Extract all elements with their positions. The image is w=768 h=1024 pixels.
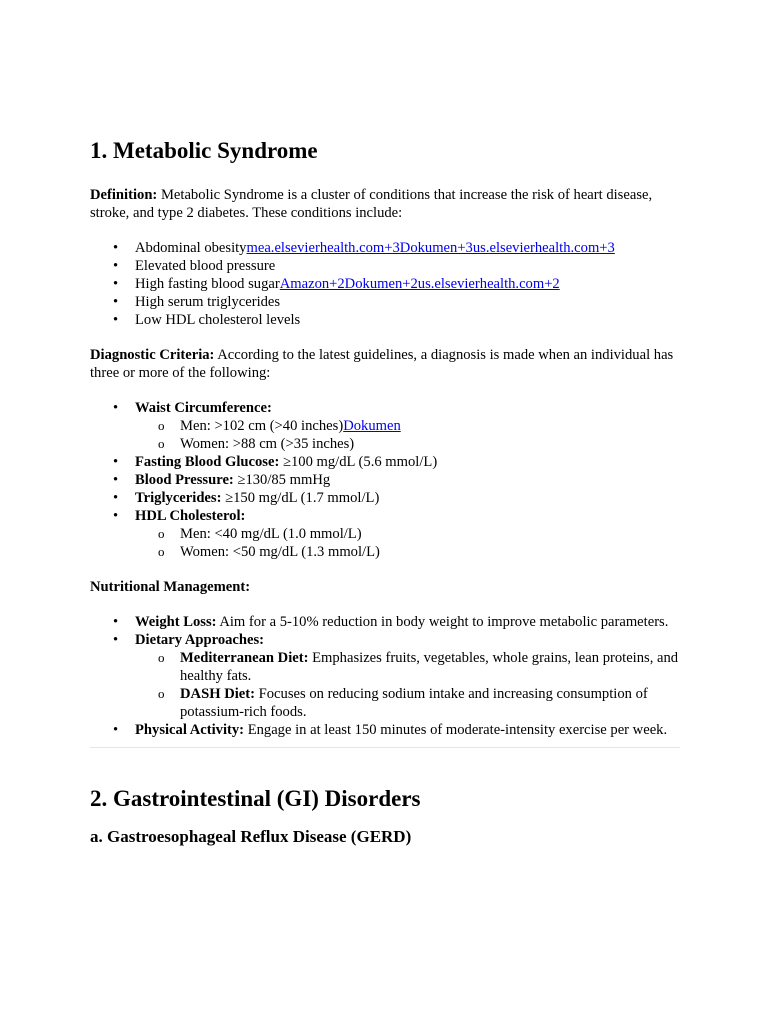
diet-label: DASH Diet: bbox=[180, 686, 255, 702]
source-link[interactable]: Amazon+2Dokumen+2us.elsevierhealth.com+2 bbox=[279, 276, 560, 292]
diagnostic-label: Diagnostic Criteria: bbox=[90, 347, 215, 363]
section-2-title: 2. Gastrointestinal (GI) Disorders bbox=[90, 786, 421, 811]
nutrition-heading bbox=[90, 578, 680, 596]
criteria-label: Triglycerides: bbox=[135, 490, 222, 506]
nutrition-label: Nutritional Management: bbox=[90, 579, 251, 595]
list-item bbox=[135, 721, 680, 739]
list-item bbox=[135, 613, 680, 631]
list-item bbox=[135, 453, 680, 471]
list-item bbox=[135, 399, 680, 453]
criteria-label: HDL Cholesterol: bbox=[135, 508, 246, 524]
sub-list bbox=[135, 417, 680, 453]
definition-label: Definition: bbox=[90, 187, 158, 203]
diet-label: Mediterranean Diet: bbox=[180, 650, 309, 666]
list-item bbox=[180, 417, 680, 435]
section-2-subtitle: a. Gastroesophageal Reflux Disease (GERD) bbox=[90, 827, 412, 846]
criteria-text: Men: <40 mg/dL (1.0 mmol/L) bbox=[180, 526, 362, 542]
list-item bbox=[180, 685, 680, 721]
list-item bbox=[180, 435, 680, 453]
list-item bbox=[135, 631, 680, 721]
criteria-text: ≥100 mg/dL (5.6 mmol/L) bbox=[279, 454, 438, 470]
sub-list bbox=[135, 649, 680, 721]
list-item bbox=[135, 471, 680, 489]
diet-text: Focuses on reducing sodium intake and increasing consumption of potassium-rich foods. bbox=[180, 686, 648, 720]
condition-text: High serum triglycerides bbox=[135, 294, 281, 310]
condition-text: Elevated blood pressure bbox=[135, 258, 276, 274]
list-item bbox=[135, 257, 680, 275]
diet-text: Emphasizes fruits, vegetables, whole grains, lean proteins, and healthy fats. bbox=[180, 650, 679, 684]
nutrition-item-text: Aim for a 5-10% reduction in body weight to improve metabolic parameters. bbox=[216, 614, 669, 630]
list-item bbox=[135, 275, 680, 293]
criteria-label: Blood Pressure: bbox=[135, 472, 234, 488]
diagnostic-text: According to the latest guidelines, a diagnosis is made when an individual has three or more of the following: bbox=[90, 347, 674, 381]
list-item bbox=[180, 543, 680, 561]
conditions-list bbox=[90, 239, 680, 329]
criteria-text: ≥150 mg/dL (1.7 mmol/L) bbox=[221, 490, 380, 506]
criteria-label: Fasting Blood Glucose: bbox=[135, 454, 280, 470]
condition-text: High fasting blood sugar bbox=[135, 276, 280, 292]
nutrition-item-label: Physical Activity: bbox=[135, 722, 245, 738]
list-item bbox=[135, 489, 680, 507]
criteria-text: ≥130/85 mmHg bbox=[233, 472, 331, 488]
nutrition-list bbox=[90, 613, 680, 739]
nutrition-item-text: Engage in at least 150 minutes of moderate-intensity exercise per week. bbox=[244, 722, 668, 738]
section-divider bbox=[90, 747, 680, 748]
source-link[interactable]: mea.elsevierhealth.com+3Dokumen+3us.elsevierhealth.com+3 bbox=[246, 240, 615, 256]
diagnostic-paragraph bbox=[90, 346, 680, 382]
document-content bbox=[90, 136, 680, 848]
criteria-label: Waist Circumference: bbox=[135, 400, 272, 416]
criteria-text: Men: >102 cm (>40 inches) bbox=[180, 418, 344, 434]
criteria-text: Women: <50 mg/dL (1.3 mmol/L) bbox=[180, 544, 380, 560]
source-link[interactable]: Dokumen bbox=[343, 418, 401, 434]
nutrition-item-label: Weight Loss: bbox=[135, 614, 217, 630]
nutrition-item-label: Dietary Approaches: bbox=[135, 632, 265, 648]
list-item bbox=[135, 239, 680, 257]
list-item bbox=[135, 311, 680, 329]
list-item bbox=[180, 649, 680, 685]
criteria-text: Women: >88 cm (>35 inches) bbox=[180, 436, 355, 452]
criteria-list bbox=[90, 399, 680, 561]
condition-text: Abdominal obesity bbox=[135, 240, 247, 256]
sub-list bbox=[135, 525, 680, 561]
condition-text: Low HDL cholesterol levels bbox=[135, 312, 301, 328]
definition-paragraph bbox=[90, 186, 680, 222]
definition-text: Metabolic Syndrome is a cluster of conditions that increase the risk of heart disease, stroke, and type 2 diabetes. These conditions include: bbox=[90, 187, 653, 221]
list-item bbox=[135, 507, 680, 561]
list-item bbox=[135, 293, 680, 311]
section-1-title: 1. Metabolic Syndrome bbox=[90, 138, 318, 163]
list-item bbox=[180, 525, 680, 543]
